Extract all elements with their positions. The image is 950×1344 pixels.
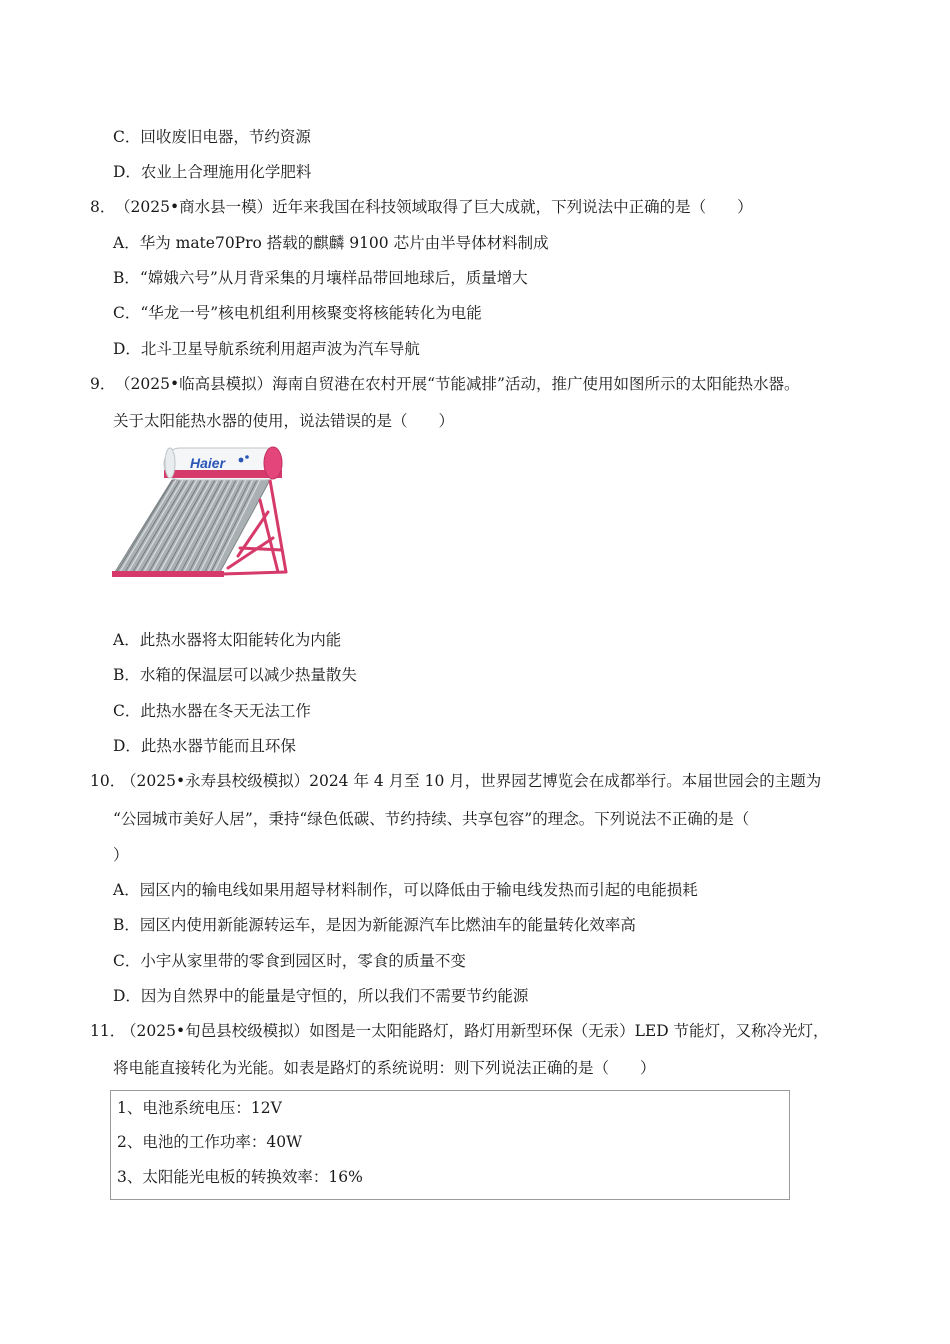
q10-stem-line3: ） <box>113 846 129 864</box>
solar-water-heater-figure <box>110 440 290 592</box>
q8-option-c: C．“华龙一号”核电机组利用核聚变将核能转化为电能 <box>113 304 482 322</box>
svg-text:Haier: Haier <box>190 455 226 471</box>
q8-option-a: A．华为 mate70Pro 搭载的麒麟 9100 芯片由半导体材料制成 <box>113 234 549 252</box>
spec-row-power: 2、电池的工作功率：40W <box>117 1133 303 1151</box>
q8-number: 8． <box>90 198 116 216</box>
q9-option-c: C．此热水器在冬天无法工作 <box>113 702 311 720</box>
q10-option-a: A．园区内的输电线如果用超导材料制作，可以降低由于输电线发热而引起的电能损耗 <box>113 881 698 899</box>
q7-option-d: D．农业上合理施用化学肥料 <box>113 163 312 181</box>
q8-option-b: B．“嫦娥六号”从月背采集的月壤样品带回地球后，质量增大 <box>113 269 528 287</box>
spec-row-voltage: 1、电池系统电压：12V <box>117 1099 282 1117</box>
q10-option-c: C．小宇从家里带的零食到园区时，零食的质量不变 <box>113 952 466 970</box>
q11-stem-line1: （2025•旬邑县校级模拟）如图是一太阳能路灯，路灯用新型环保（无汞）LED 节能灯，又称冷光灯， <box>121 1022 829 1040</box>
brand-logo <box>190 455 227 471</box>
spec-row-efficiency: 3、太阳能光电板的转换效率：16% <box>117 1168 363 1186</box>
q8-stem: （2025•商水县一模）近年来我国在科技领域取得了巨大成就，下列说法中正确的是（ ） <box>115 198 753 216</box>
q10-stem-line2: “公园城市美好人居”，秉持“绿色低碳、节约持续、共享包容”的理念。下列说法不正确的是（ <box>113 810 750 828</box>
q9-stem-line1: （2025•临高县模拟）海南自贸港在农村开展“节能减排”活动，推广使用如图所示的太阳能热水器。 <box>115 375 800 393</box>
q10-option-b: B．园区内使用新能源转运车，是因为新能源汽车比燃油车的能量转化效率高 <box>113 916 636 934</box>
q10-stem-line1: （2025•永寿县校级模拟）2024 年 4 月至 10 月，世界园艺博览会在成都举行。本届世园会的主题为 <box>121 772 822 790</box>
system-spec-table <box>110 1090 790 1200</box>
q9-stem-line2: 关于太阳能热水器的使用，说法错误的是（ ） <box>113 412 455 430</box>
q9-number: 9． <box>90 375 116 393</box>
q7-option-c: C．回收废旧电器，节约资源 <box>113 128 311 146</box>
q9-option-a: A．此热水器将太阳能转化为内能 <box>113 631 342 649</box>
q11-stem-line2: 将电能直接转化为光能。如表是路灯的系统说明：则下列说法正确的是（ ） <box>113 1059 656 1077</box>
q11-number: 11． <box>90 1022 126 1040</box>
q8-option-d: D．北斗卫星导航系统利用超声波为汽车导航 <box>113 340 420 358</box>
q9-option-b: B．水箱的保温层可以减少热量散失 <box>113 666 357 684</box>
q10-number: 10． <box>90 772 126 790</box>
q9-option-d: D．此热水器节能而且环保 <box>113 737 296 755</box>
q10-option-d: D．因为自然界中的能量是守恒的，所以我们不需要节约能源 <box>113 987 529 1005</box>
